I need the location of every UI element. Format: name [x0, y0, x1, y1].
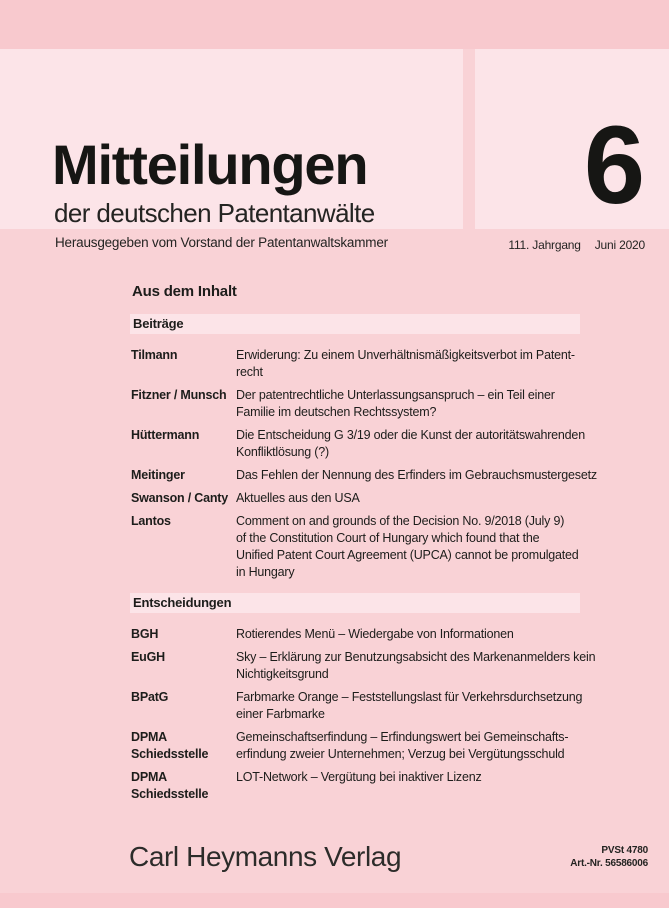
toc-entry-row — [130, 387, 580, 421]
entry-title: Der patentrechtliche Unterlassungsanspruch – ein Teil einer Familie im deutschen Rechtssystem? — [236, 388, 555, 419]
entry-author: Lantos — [131, 514, 171, 528]
toc-heading: Aus dem Inhalt — [132, 283, 237, 300]
toc-entry-row — [130, 490, 580, 507]
toc-entry-row — [130, 513, 580, 581]
entry-author: EuGH — [131, 650, 165, 664]
volume-label: 111. Jahrgang — [508, 238, 581, 252]
issue-date: Juni 2020 — [594, 238, 645, 252]
toc-sections — [130, 314, 597, 803]
entry-title: Gemeinschaftserfindung – Erfindungswert bei Gemeinschafts- erfindung zweier Unternehmen; Verzug bei Vergütungsschuld — [236, 730, 569, 761]
entry-author: Hüttermann — [131, 428, 200, 442]
masthead-panel — [0, 49, 463, 250]
entry-author: Fitzner / Munsch — [131, 388, 227, 402]
issue-panel — [475, 49, 669, 252]
toc-entry-row — [130, 649, 596, 683]
entry-title: Farbmarke Orange – Feststellungslast für Verkehrsdurchsetzung einer Farbmarke — [236, 690, 583, 721]
entry-author: BPatG — [131, 690, 169, 704]
toc-entry-row — [130, 769, 580, 803]
entry-author: DPMA Schiedsstelle — [131, 730, 209, 761]
entry-title: Erwiderung: Zu einem Unverhältnismäßigkeitsverbot im Patent- recht — [236, 348, 575, 379]
bottom-color-band — [0, 893, 669, 908]
entry-author: BGH — [131, 627, 159, 641]
entry-author: Tilmann — [131, 348, 178, 362]
table-of-contents — [130, 283, 597, 809]
entry-title: Rotierendes Menü – Wiedergabe von Informationen — [236, 627, 514, 641]
toc-section — [130, 314, 597, 581]
toc-section — [130, 593, 596, 803]
publisher-line: Herausgegeben vom Vorstand der Patentanwaltskammer — [55, 235, 388, 250]
article-number: Art.-Nr. 56586006 — [570, 857, 648, 869]
section-header-strip: Entscheidungen — [130, 593, 580, 613]
issue-meta — [508, 238, 645, 252]
publisher-logo-text: Carl Heymanns Verlag — [129, 841, 402, 872]
toc-entry-row — [130, 689, 583, 723]
entry-title: Aktuelles aus den USA — [236, 491, 360, 505]
entry-title: Sky – Erklärung zur Benutzungsabsicht des Markenanmelders kein Nichtigkeitsgrund — [236, 650, 596, 681]
toc-entry-row — [130, 729, 580, 763]
toc-entry-row — [130, 427, 585, 461]
entry-author: DPMA Schiedsstelle — [131, 770, 209, 801]
toc-entry-row — [130, 467, 597, 484]
print-info — [570, 845, 648, 870]
issue-number: 6 — [583, 104, 643, 227]
entry-title: Die Entscheidung G 3/19 oder die Kunst der autoritätswahrenden Konfliktlösung (?) — [236, 428, 585, 459]
entry-title: LOT-Network – Vergütung bei inaktiver Lizenz — [236, 770, 482, 784]
postal-code: PVSt 4780 — [601, 845, 648, 856]
top-color-band — [0, 0, 669, 49]
toc-entry-row — [130, 626, 580, 643]
toc-entry-row — [130, 347, 580, 381]
entry-author: Meitinger — [131, 468, 185, 482]
entry-title: Das Fehlen der Nennung des Erfinders im Gebrauchsmustergesetz — [236, 468, 597, 482]
section-header-strip: Beiträge — [130, 314, 580, 334]
entry-title: Comment on and grounds of the Decision No. 9/2018 (July 9) of the Constitution Court of Hungary which found that the Unified Patent Court Agreement (UPCA) cannot be promulgated in Hungary — [236, 514, 579, 579]
entry-author: Swanson / Canty — [131, 491, 229, 505]
journal-title: Mitteilungen — [52, 133, 368, 196]
journal-subtitle: der deutschen Patentanwälte — [54, 198, 375, 228]
